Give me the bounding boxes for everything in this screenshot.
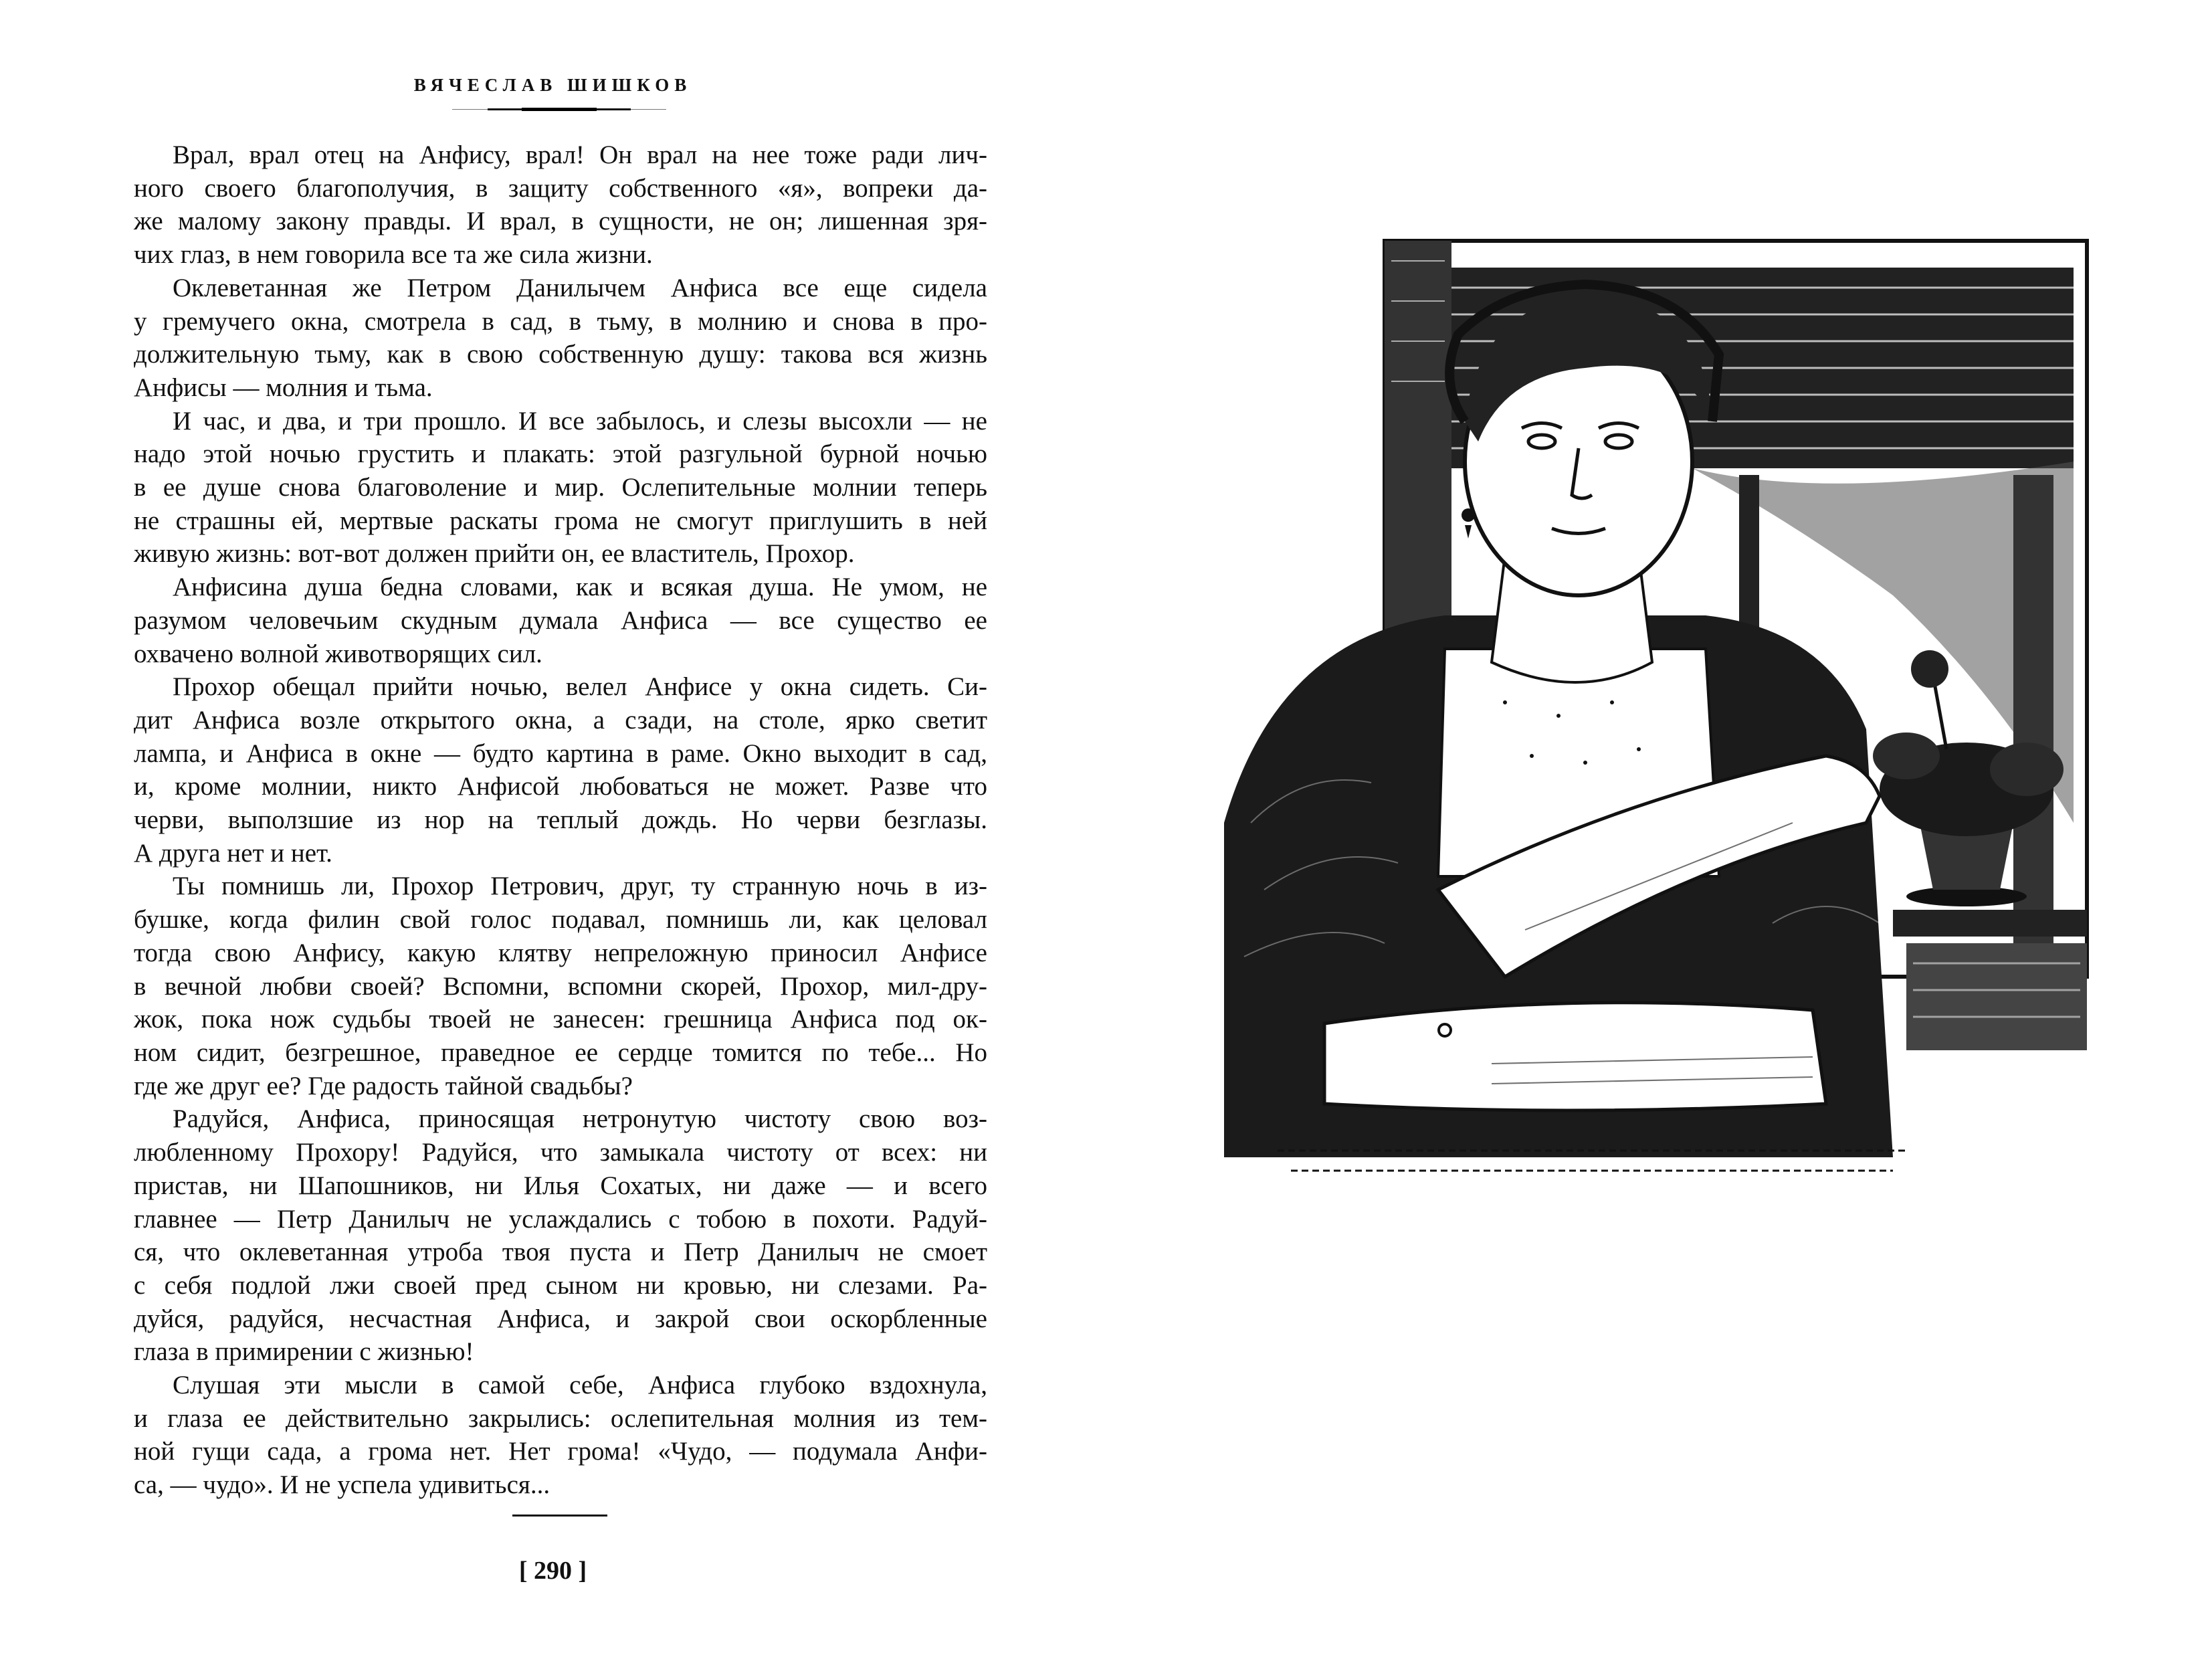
text-line: жок, пока нож судьбы твоей не занесен: грешница Анфиса под ок- (134, 1005, 987, 1034)
text-line: в вечной любви своей? Вспомни, вспомни скорей, Прохор, мил-дру- (134, 971, 987, 1001)
paragraph (134, 405, 987, 571)
text-line: А друга нет и нет. (134, 838, 332, 868)
text-line: ной гущи сада, а грома нет. Нет грома! «Чудо, — подумала Анфи- (134, 1437, 987, 1466)
illustration (1224, 221, 2107, 1371)
text-line: Анфисы — молния и тьма. (134, 373, 433, 402)
paragraph (134, 571, 987, 670)
text-line: с себя подлой лжи своей пред сыном ни кровью, ни слезами. Ра- (134, 1270, 987, 1300)
text-line: в ее душе снова благоволение и мир. Ослепительные молнии теперь (134, 473, 987, 502)
text-line: Анфисина душа бедна словами, как и всякая душа. Не умом, не (173, 573, 987, 602)
text-line: бушке, когда филин свой голос подавал, помнишь ли, как целовал (134, 905, 987, 935)
text-line: разумом человечьим скудным думала Анфиса — все существо ее (134, 605, 987, 635)
text-line: у гремучего окна, смотрела в сад, в тьму, в молнию и снова в про- (134, 306, 987, 336)
window-sill (1893, 910, 2087, 1050)
text-line: Прохор обещал прийти ночью, велел Анфисе у окна сидеть. Си- (173, 672, 987, 702)
text-line: ном сидит, безгрешное, праведное ее сердце томится по тебе... Но (134, 1038, 987, 1067)
text-line: ся, что оклеветанная утроба твоя пуста и Петр Данилыч не смоет (134, 1238, 987, 1267)
paragraph (134, 1102, 987, 1369)
text-line: И час, и два, и три прошло. И все забылось, и слезы высохли — не (173, 406, 987, 435)
text-line: должительную тьму, как в свою собственную душу: такова вся жизнь (134, 340, 987, 369)
text-line: черви, выползшие из нор на теплый дождь. Но черви безглазы. (134, 805, 987, 835)
paragraph (134, 138, 987, 272)
text-line: Оклеветанная же Петром Данилычем Анфиса все еще сидела (173, 273, 987, 302)
text-line: тогда свою Анфису, какую клятву непреложную приносил Анфисе (134, 938, 987, 967)
text-line: Ты помнишь ли, Прохор Петрович, друг, ту странную ночь в из- (173, 872, 987, 901)
text-line: охвачено волной животворящих сил. (134, 639, 542, 668)
text-line: лампа, и Анфиса в окне — будто картина в раме. Окно выходит в сад, (134, 739, 987, 768)
text-line: и, кроме молнии, никто Анфисой любоваться не может. Разве что (134, 772, 987, 801)
text-line: не страшны ей, мертвые раскаты грома не смогут приглушить в ней (134, 506, 987, 535)
paragraph (134, 1369, 987, 1502)
text-line: где же друг ее? Где радость тайной свадьбы? (134, 1071, 633, 1100)
text-line: ного своего благополучия, в защиту собственного «я», вопреки да- (134, 173, 987, 203)
text-line: Радуйся, Анфиса, приносящая нетронутую чистоту свою воз- (173, 1104, 987, 1134)
text-line: дит Анфиса возле открытого окна, а сзади, на столе, ярко светит (134, 705, 987, 735)
text-line: дуйся, радуйся, несчастная Анфиса, и закрой свои оскорбленные (134, 1304, 987, 1333)
text-line: пристав, ни Шапошников, ни Илья Сохатых, ни даже — и всего (134, 1171, 987, 1200)
text-line: живую жизнь: вот-вот должен прийти он, ее властитель, Прохор. (134, 539, 855, 569)
body-text (134, 138, 987, 1502)
paragraph (134, 870, 987, 1102)
text-line: глаза в примирении с жизнью! (134, 1337, 474, 1367)
text-line: чих глаз, в нем говорила все та же сила жизни. (134, 240, 653, 270)
paragraph (134, 272, 987, 405)
text-line: главнее — Петр Данилыч не услаждались с тобою в похоти. Радуй- (134, 1204, 987, 1234)
text-line: Слушая эти мысли в самой себе, Анфиса глубоко вздохнула, (173, 1371, 987, 1400)
page-number: [ 290 ] (518, 1557, 587, 1585)
text-line: надо этой ночью грустить и плакать: этой разгульной бурной ночью (134, 440, 987, 469)
text-line: са, — чудо». И не успела удивиться... (134, 1470, 550, 1500)
text-line: и глаза ее действительно закрылись: ослепительная молния из тем- (134, 1403, 987, 1433)
ornament-thick-line (522, 108, 597, 111)
end-of-chapter-rule (512, 1515, 607, 1517)
text-line: Врал, врал отец на Анфису, врал! Он врал на нее тоже ради лич- (173, 140, 987, 169)
running-head-author: ВЯЧЕСЛАВ ШИШКОВ (413, 75, 692, 95)
text-line: же малому закону правды. И врал, в сущности, не он; лишенная зря- (134, 207, 987, 236)
text-line: любленному Прохору! Радуйся, что замыкала чистоту от всех: ни (134, 1138, 987, 1167)
header-ornament-rule (452, 107, 666, 112)
paragraph (134, 670, 987, 870)
